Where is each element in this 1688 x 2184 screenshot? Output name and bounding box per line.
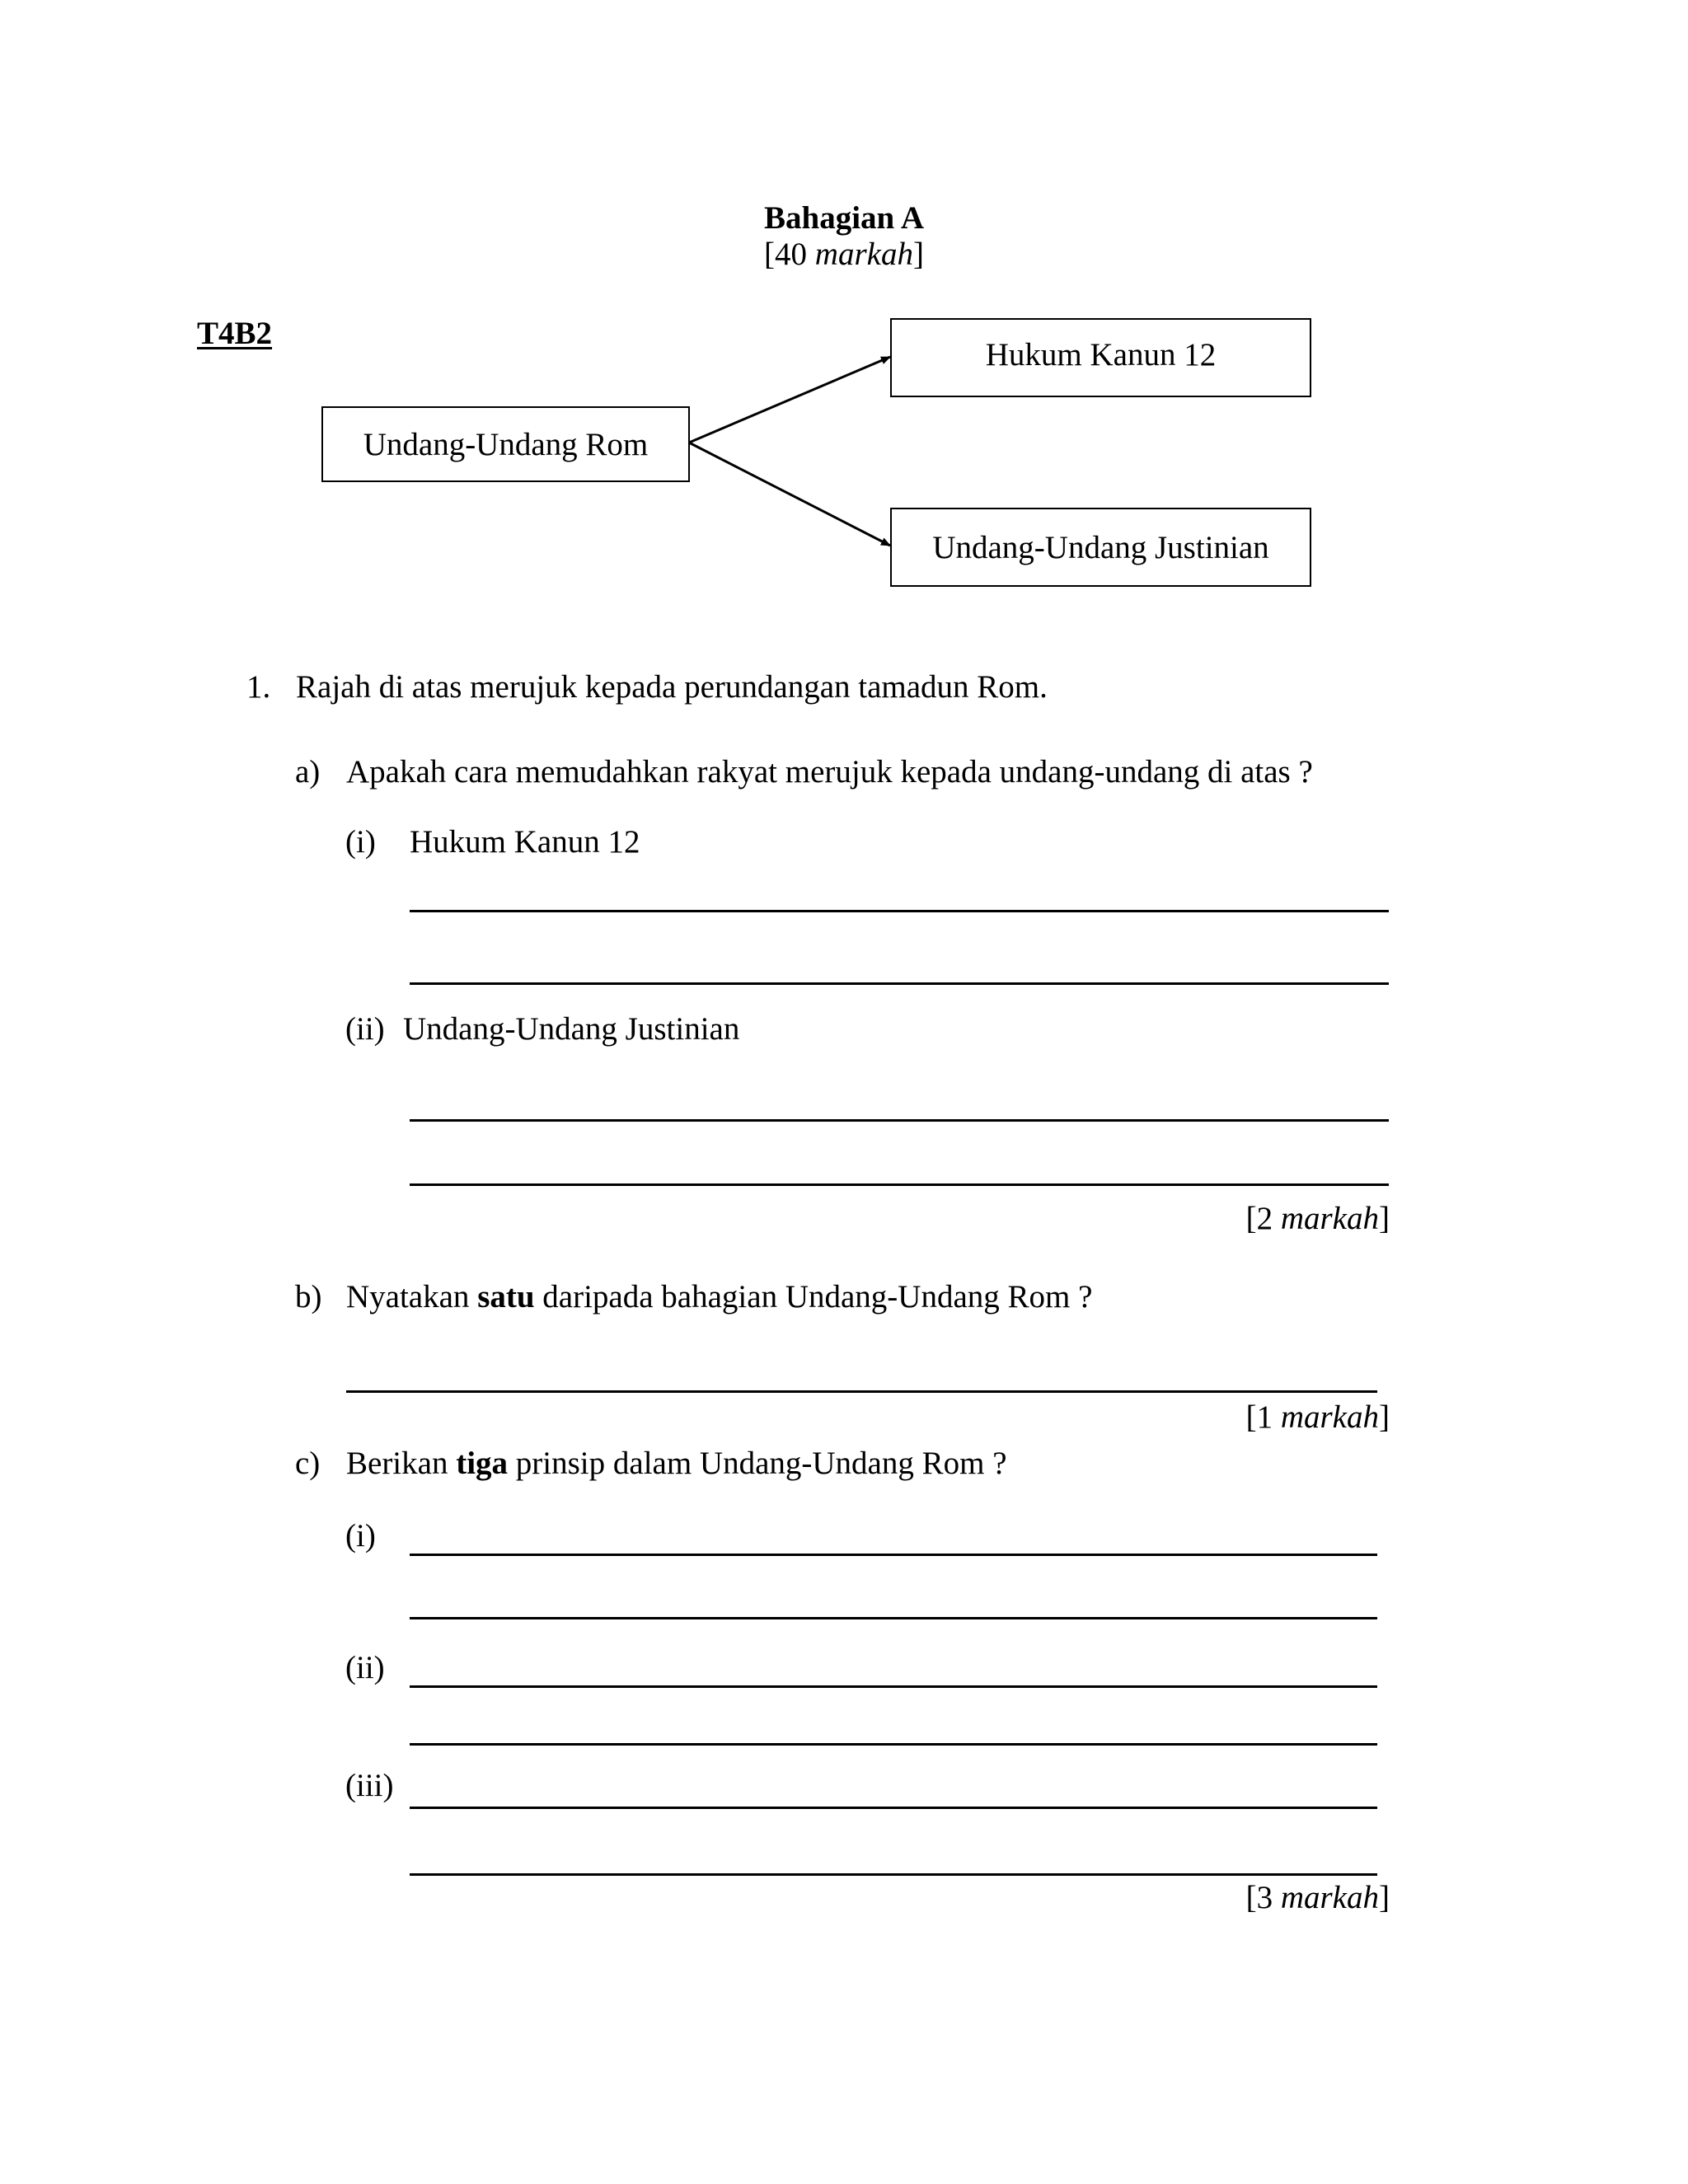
answer-line-a-i-1[interactable] bbox=[410, 910, 1389, 912]
part-a-ii-label: (ii) bbox=[345, 1011, 385, 1047]
part-b-text-post: daripada bahagian Undang-Undang Rom ? bbox=[534, 1279, 1093, 1315]
part-a-i-text: Hukum Kanun 12 bbox=[410, 824, 640, 860]
part-c-marks-end: ] bbox=[1379, 1880, 1390, 1915]
marks-word: markah bbox=[814, 237, 913, 272]
section-title: Bahagian A bbox=[764, 200, 924, 236]
arrow-to-justinian bbox=[689, 443, 890, 546]
part-a-text: Apakah cara memudahkan rakyat merujuk kepada undang-undang di atas ? bbox=[346, 754, 1313, 790]
marks-suffix: ] bbox=[912, 237, 924, 272]
answer-line-c-ii-1[interactable] bbox=[410, 1685, 1377, 1688]
part-c-marks-num: [3 bbox=[1245, 1880, 1281, 1915]
part-c-text-post: prinsip dalam Undang-Undang Rom ? bbox=[508, 1446, 1007, 1481]
answer-line-c-i-2[interactable] bbox=[410, 1617, 1377, 1619]
part-a-marks-num: [2 bbox=[1245, 1201, 1281, 1236]
box-undang-undang-rom bbox=[321, 406, 690, 482]
part-b-marks-end: ] bbox=[1379, 1399, 1390, 1435]
part-b-text-bold: satu bbox=[477, 1279, 535, 1315]
part-b-label: b) bbox=[295, 1279, 322, 1315]
part-b-marks bbox=[1199, 1401, 1390, 1433]
box-undang-undang-justinian-label: Undang-Undang Justinian bbox=[932, 529, 1269, 565]
part-b-marks-num: [1 bbox=[1245, 1399, 1281, 1435]
part-c-ii-label: (ii) bbox=[345, 1650, 385, 1685]
diagram-arrows bbox=[0, 0, 1688, 626]
box-hukum-kanun-12-label: Hukum Kanun 12 bbox=[985, 337, 1217, 373]
part-c-label: c) bbox=[295, 1446, 321, 1481]
part-a-marks bbox=[1199, 1202, 1390, 1235]
part-a-marks-end: ] bbox=[1379, 1201, 1390, 1236]
part-c-text-pre: Berikan bbox=[346, 1446, 457, 1481]
box-undang-undang-justinian bbox=[890, 508, 1311, 587]
part-c-text bbox=[346, 1447, 1007, 1479]
part-a-marks-word: markah bbox=[1280, 1201, 1379, 1236]
answer-line-a-ii-1[interactable] bbox=[410, 1119, 1389, 1122]
arrow-to-hukum-kanun bbox=[689, 357, 890, 443]
answer-line-c-iii-2[interactable] bbox=[410, 1873, 1377, 1876]
part-a-label: a) bbox=[295, 754, 321, 790]
box-hukum-kanun-12 bbox=[890, 318, 1311, 397]
part-b-text-pre: Nyatakan bbox=[346, 1279, 478, 1315]
answer-line-a-ii-2[interactable] bbox=[410, 1183, 1389, 1186]
answer-line-b[interactable] bbox=[346, 1390, 1377, 1393]
answer-line-c-ii-2[interactable] bbox=[410, 1743, 1377, 1746]
part-b-marks-word: markah bbox=[1280, 1399, 1379, 1435]
question-code: T4B2 bbox=[197, 316, 273, 351]
answer-line-c-i-1[interactable] bbox=[410, 1554, 1377, 1556]
part-c-marks bbox=[1199, 1882, 1390, 1914]
part-c-iii-label: (iii) bbox=[345, 1768, 394, 1803]
part-b-text bbox=[346, 1281, 1092, 1313]
question-number: 1. bbox=[246, 669, 271, 705]
marks-prefix: [40 bbox=[764, 237, 815, 272]
question-stem: Rajah di atas merujuk kepada perundangan tamadun Rom. bbox=[296, 669, 1048, 705]
part-a-i-label: (i) bbox=[345, 824, 376, 860]
answer-line-a-i-2[interactable] bbox=[410, 982, 1389, 985]
part-c-i-label: (i) bbox=[345, 1518, 376, 1554]
part-c-text-bold: tiga bbox=[456, 1446, 509, 1481]
box-undang-undang-rom-label: Undang-Undang Rom bbox=[363, 426, 649, 462]
part-a-ii-text: Undang-Undang Justinian bbox=[403, 1011, 740, 1047]
part-c-marks-word: markah bbox=[1280, 1880, 1379, 1915]
answer-line-c-iii-1[interactable] bbox=[410, 1807, 1377, 1809]
